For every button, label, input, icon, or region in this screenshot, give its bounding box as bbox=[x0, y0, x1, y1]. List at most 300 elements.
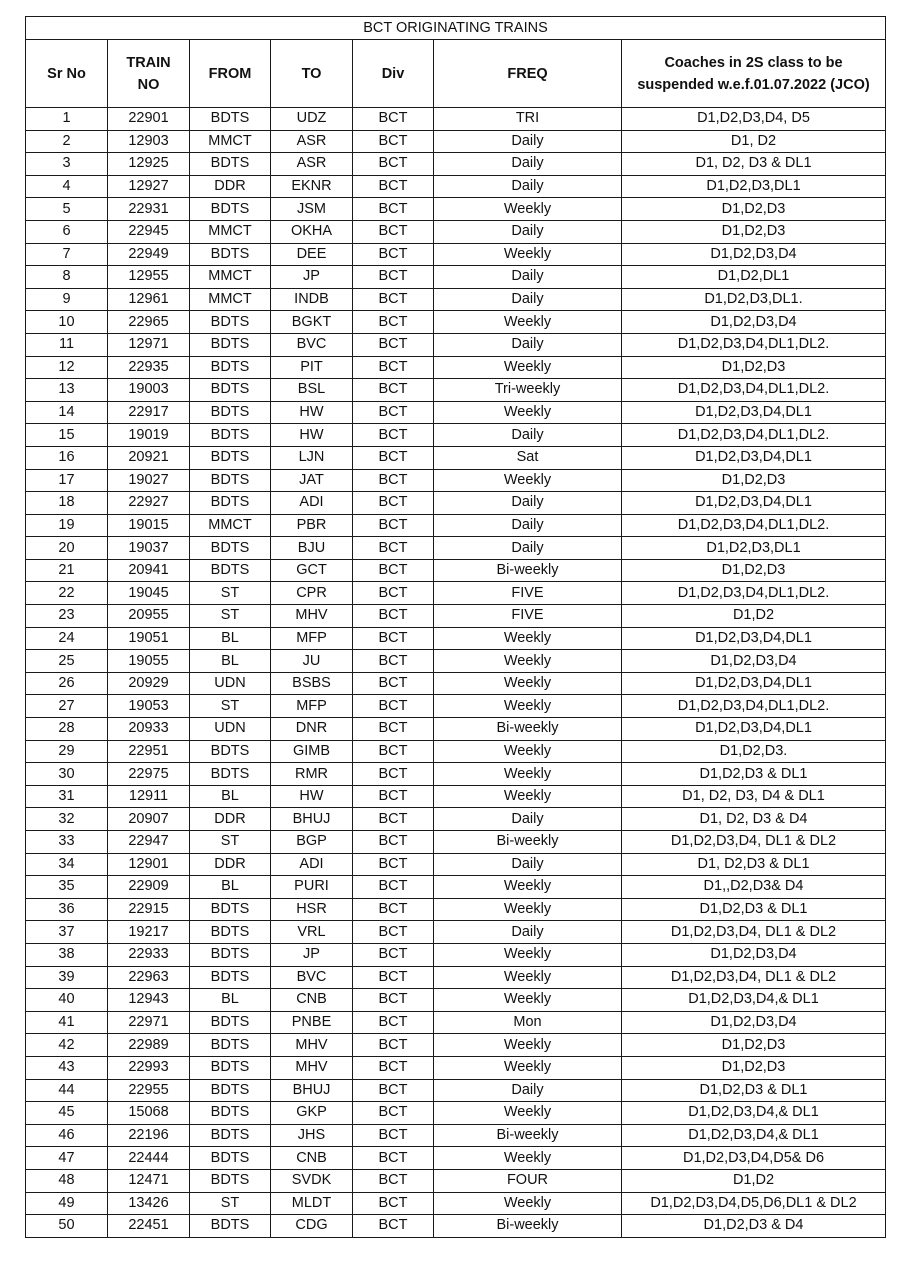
cell-to: SVDK bbox=[271, 1169, 353, 1192]
cell-from: ST bbox=[190, 582, 271, 605]
cell-div: BCT bbox=[353, 220, 434, 243]
table-row bbox=[26, 469, 886, 492]
cell-train-no: 13426 bbox=[108, 1192, 190, 1215]
cell-train-no: 12955 bbox=[108, 266, 190, 289]
cell-sr-no: 38 bbox=[26, 943, 108, 966]
cell-coaches: D1, D2, D3, D4 & DL1 bbox=[622, 785, 886, 808]
cell-freq: Daily bbox=[434, 220, 622, 243]
cell-freq: Bi-weekly bbox=[434, 559, 622, 582]
table-row bbox=[26, 288, 886, 311]
cell-coaches: D1,D2,D3 bbox=[622, 559, 886, 582]
table-row bbox=[26, 1215, 886, 1238]
cell-to: GIMB bbox=[271, 740, 353, 763]
cell-sr-no: 35 bbox=[26, 876, 108, 899]
cell-sr-no: 23 bbox=[26, 605, 108, 628]
cell-div: BCT bbox=[353, 582, 434, 605]
cell-div: BCT bbox=[353, 763, 434, 786]
cell-to: CPR bbox=[271, 582, 353, 605]
cell-coaches: D1,D2,D3,D4,DL1 bbox=[622, 627, 886, 650]
cell-to: CDG bbox=[271, 1215, 353, 1238]
cell-from: BDTS bbox=[190, 1215, 271, 1238]
cell-div: BCT bbox=[353, 469, 434, 492]
cell-freq: Weekly bbox=[434, 650, 622, 673]
cell-div: BCT bbox=[353, 356, 434, 379]
cell-div: BCT bbox=[353, 695, 434, 718]
table-row bbox=[26, 243, 886, 266]
cell-coaches: D1, D2, D3 & D4 bbox=[622, 808, 886, 831]
cell-train-no: 12901 bbox=[108, 853, 190, 876]
cell-sr-no: 40 bbox=[26, 989, 108, 1012]
table-row bbox=[26, 1011, 886, 1034]
cell-coaches: D1,D2,D3 bbox=[622, 469, 886, 492]
cell-train-no: 20907 bbox=[108, 808, 190, 831]
cell-freq: Mon bbox=[434, 1011, 622, 1034]
cell-train-no: 22931 bbox=[108, 198, 190, 221]
cell-to: JAT bbox=[271, 469, 353, 492]
cell-to: EKNR bbox=[271, 175, 353, 198]
table-header-row bbox=[26, 40, 886, 108]
cell-freq: Tri-weekly bbox=[434, 379, 622, 402]
cell-sr-no: 12 bbox=[26, 356, 108, 379]
cell-from: BL bbox=[190, 785, 271, 808]
cell-coaches: D1,D2,D3,D4 bbox=[622, 243, 886, 266]
cell-freq: Weekly bbox=[434, 785, 622, 808]
cell-from: DDR bbox=[190, 808, 271, 831]
cell-from: BDTS bbox=[190, 424, 271, 447]
cell-sr-no: 21 bbox=[26, 559, 108, 582]
cell-train-no: 22915 bbox=[108, 898, 190, 921]
cell-div: BCT bbox=[353, 605, 434, 628]
cell-sr-no: 2 bbox=[26, 130, 108, 153]
cell-to: RMR bbox=[271, 763, 353, 786]
cell-coaches: D1,D2,DL1 bbox=[622, 266, 886, 289]
header-coaches: Coaches in 2S class to be suspended w.e.f.01.07.2022 (JCO) bbox=[622, 40, 886, 108]
table-row bbox=[26, 333, 886, 356]
cell-from: BDTS bbox=[190, 1011, 271, 1034]
cell-freq: Weekly bbox=[434, 1147, 622, 1170]
table-row bbox=[26, 108, 886, 131]
cell-from: MMCT bbox=[190, 266, 271, 289]
cell-sr-no: 4 bbox=[26, 175, 108, 198]
cell-div: BCT bbox=[353, 1124, 434, 1147]
cell-train-no: 19217 bbox=[108, 921, 190, 944]
cell-coaches: D1,D2 bbox=[622, 1169, 886, 1192]
cell-div: BCT bbox=[353, 921, 434, 944]
cell-sr-no: 29 bbox=[26, 740, 108, 763]
table-row bbox=[26, 966, 886, 989]
cell-coaches: D1,D2,D3,D4, D5 bbox=[622, 108, 886, 131]
table-title-row bbox=[26, 17, 886, 40]
cell-to: JHS bbox=[271, 1124, 353, 1147]
cell-freq: Daily bbox=[434, 808, 622, 831]
cell-freq: Daily bbox=[434, 424, 622, 447]
cell-sr-no: 11 bbox=[26, 333, 108, 356]
cell-to: UDZ bbox=[271, 108, 353, 131]
cell-to: MFP bbox=[271, 627, 353, 650]
table-row bbox=[26, 311, 886, 334]
cell-sr-no: 5 bbox=[26, 198, 108, 221]
cell-from: BDTS bbox=[190, 1124, 271, 1147]
cell-train-no: 19055 bbox=[108, 650, 190, 673]
cell-to: GKP bbox=[271, 1102, 353, 1125]
table-row bbox=[26, 785, 886, 808]
cell-div: BCT bbox=[353, 537, 434, 560]
table-row bbox=[26, 672, 886, 695]
cell-sr-no: 1 bbox=[26, 108, 108, 131]
cell-coaches: D1,D2,D3,D4,DL1 bbox=[622, 672, 886, 695]
cell-coaches: D1,D2,D3 & DL1 bbox=[622, 898, 886, 921]
cell-coaches: D1,D2,D3,D4, DL1 & DL2 bbox=[622, 831, 886, 854]
cell-train-no: 22917 bbox=[108, 401, 190, 424]
cell-sr-no: 6 bbox=[26, 220, 108, 243]
cell-div: BCT bbox=[353, 672, 434, 695]
cell-sr-no: 47 bbox=[26, 1147, 108, 1170]
table-row bbox=[26, 446, 886, 469]
cell-div: BCT bbox=[353, 175, 434, 198]
cell-div: BCT bbox=[353, 424, 434, 447]
cell-to: ASR bbox=[271, 153, 353, 176]
table-row bbox=[26, 1034, 886, 1057]
cell-from: BDTS bbox=[190, 153, 271, 176]
cell-from: BDTS bbox=[190, 198, 271, 221]
cell-from: BDTS bbox=[190, 1034, 271, 1057]
cell-div: BCT bbox=[353, 311, 434, 334]
cell-div: BCT bbox=[353, 740, 434, 763]
cell-div: BCT bbox=[353, 108, 434, 131]
cell-from: BDTS bbox=[190, 401, 271, 424]
cell-from: BDTS bbox=[190, 1102, 271, 1125]
cell-train-no: 19003 bbox=[108, 379, 190, 402]
cell-sr-no: 19 bbox=[26, 514, 108, 537]
cell-sr-no: 10 bbox=[26, 311, 108, 334]
cell-div: BCT bbox=[353, 1079, 434, 1102]
cell-sr-no: 34 bbox=[26, 853, 108, 876]
cell-from: UDN bbox=[190, 718, 271, 741]
table-row bbox=[26, 718, 886, 741]
cell-train-no: 22993 bbox=[108, 1056, 190, 1079]
cell-to: MFP bbox=[271, 695, 353, 718]
cell-from: BDTS bbox=[190, 108, 271, 131]
cell-train-no: 15068 bbox=[108, 1102, 190, 1125]
cell-freq: Bi-weekly bbox=[434, 1215, 622, 1238]
cell-to: PNBE bbox=[271, 1011, 353, 1034]
cell-train-no: 19019 bbox=[108, 424, 190, 447]
cell-coaches: D1,D2,D3 bbox=[622, 1056, 886, 1079]
cell-sr-no: 14 bbox=[26, 401, 108, 424]
table-row bbox=[26, 198, 886, 221]
cell-coaches: D1,D2,D3 & DL1 bbox=[622, 1079, 886, 1102]
cell-from: BDTS bbox=[190, 356, 271, 379]
cell-to: MLDT bbox=[271, 1192, 353, 1215]
cell-to: VRL bbox=[271, 921, 353, 944]
cell-to: CNB bbox=[271, 1147, 353, 1170]
cell-from: BDTS bbox=[190, 1169, 271, 1192]
cell-from: MMCT bbox=[190, 288, 271, 311]
cell-coaches: D1,D2,D3,D4,DL1,DL2. bbox=[622, 379, 886, 402]
cell-coaches: D1,D2,D3,DL1 bbox=[622, 537, 886, 560]
cell-sr-no: 27 bbox=[26, 695, 108, 718]
table-row bbox=[26, 424, 886, 447]
cell-to: INDB bbox=[271, 288, 353, 311]
table-row bbox=[26, 492, 886, 515]
cell-from: BDTS bbox=[190, 1079, 271, 1102]
table-row bbox=[26, 695, 886, 718]
table-row bbox=[26, 876, 886, 899]
cell-train-no: 12471 bbox=[108, 1169, 190, 1192]
cell-div: BCT bbox=[353, 1215, 434, 1238]
cell-freq: Weekly bbox=[434, 627, 622, 650]
cell-freq: Weekly bbox=[434, 989, 622, 1012]
cell-div: BCT bbox=[353, 627, 434, 650]
table-row bbox=[26, 898, 886, 921]
cell-div: BCT bbox=[353, 1102, 434, 1125]
cell-from: BDTS bbox=[190, 537, 271, 560]
cell-to: DEE bbox=[271, 243, 353, 266]
table-row bbox=[26, 740, 886, 763]
cell-to: BGKT bbox=[271, 311, 353, 334]
table-row bbox=[26, 582, 886, 605]
cell-train-no: 20955 bbox=[108, 605, 190, 628]
cell-sr-no: 46 bbox=[26, 1124, 108, 1147]
cell-freq: Weekly bbox=[434, 1034, 622, 1057]
cell-to: JSM bbox=[271, 198, 353, 221]
cell-sr-no: 49 bbox=[26, 1192, 108, 1215]
cell-sr-no: 13 bbox=[26, 379, 108, 402]
cell-freq: Daily bbox=[434, 1079, 622, 1102]
cell-coaches: D1,D2,D3,D4,DL1,DL2. bbox=[622, 514, 886, 537]
cell-freq: Weekly bbox=[434, 876, 622, 899]
cell-sr-no: 39 bbox=[26, 966, 108, 989]
table-row bbox=[26, 808, 886, 831]
cell-train-no: 22971 bbox=[108, 1011, 190, 1034]
cell-from: BDTS bbox=[190, 943, 271, 966]
header-to: TO bbox=[271, 40, 353, 108]
cell-to: JP bbox=[271, 943, 353, 966]
cell-sr-no: 20 bbox=[26, 537, 108, 560]
cell-freq: Weekly bbox=[434, 401, 622, 424]
bct-originating-trains-table bbox=[25, 16, 886, 1238]
cell-from: BDTS bbox=[190, 492, 271, 515]
cell-coaches: D1,D2,D3,D4,DL1,DL2. bbox=[622, 695, 886, 718]
cell-sr-no: 3 bbox=[26, 153, 108, 176]
cell-coaches: D1,D2,D3 bbox=[622, 220, 886, 243]
cell-freq: Weekly bbox=[434, 966, 622, 989]
cell-from: BDTS bbox=[190, 559, 271, 582]
table-row bbox=[26, 943, 886, 966]
cell-from: BDTS bbox=[190, 243, 271, 266]
cell-sr-no: 17 bbox=[26, 469, 108, 492]
cell-train-no: 12943 bbox=[108, 989, 190, 1012]
cell-train-no: 22196 bbox=[108, 1124, 190, 1147]
table-row bbox=[26, 627, 886, 650]
table-row bbox=[26, 266, 886, 289]
cell-div: BCT bbox=[353, 1147, 434, 1170]
cell-freq: Weekly bbox=[434, 1102, 622, 1125]
cell-coaches: D1,D2,D3,D4,& DL1 bbox=[622, 1102, 886, 1125]
cell-div: BCT bbox=[353, 943, 434, 966]
cell-div: BCT bbox=[353, 718, 434, 741]
cell-sr-no: 48 bbox=[26, 1169, 108, 1192]
cell-freq: Daily bbox=[434, 514, 622, 537]
cell-from: BDTS bbox=[190, 898, 271, 921]
table-row bbox=[26, 1169, 886, 1192]
cell-to: PIT bbox=[271, 356, 353, 379]
cell-from: BDTS bbox=[190, 469, 271, 492]
cell-sr-no: 24 bbox=[26, 627, 108, 650]
cell-train-no: 19015 bbox=[108, 514, 190, 537]
cell-coaches: D1,D2,D3,D4,DL1,DL2. bbox=[622, 424, 886, 447]
table-row bbox=[26, 175, 886, 198]
cell-coaches: D1,D2,D3,D4 bbox=[622, 1011, 886, 1034]
cell-train-no: 20941 bbox=[108, 559, 190, 582]
cell-sr-no: 32 bbox=[26, 808, 108, 831]
table-row bbox=[26, 831, 886, 854]
cell-from: BDTS bbox=[190, 446, 271, 469]
cell-freq: Bi-weekly bbox=[434, 1124, 622, 1147]
cell-div: BCT bbox=[353, 288, 434, 311]
cell-to: BVC bbox=[271, 333, 353, 356]
cell-freq: Bi-weekly bbox=[434, 831, 622, 854]
cell-sr-no: 31 bbox=[26, 785, 108, 808]
cell-to: MHV bbox=[271, 1056, 353, 1079]
cell-to: ADI bbox=[271, 853, 353, 876]
cell-train-no: 22444 bbox=[108, 1147, 190, 1170]
cell-from: DDR bbox=[190, 853, 271, 876]
cell-train-no: 19037 bbox=[108, 537, 190, 560]
table-row bbox=[26, 605, 886, 628]
cell-to: PBR bbox=[271, 514, 353, 537]
cell-sr-no: 16 bbox=[26, 446, 108, 469]
cell-sr-no: 22 bbox=[26, 582, 108, 605]
cell-coaches: D1,D2 bbox=[622, 605, 886, 628]
cell-sr-no: 18 bbox=[26, 492, 108, 515]
cell-div: BCT bbox=[353, 492, 434, 515]
table-row bbox=[26, 537, 886, 560]
cell-freq: Sat bbox=[434, 446, 622, 469]
cell-to: OKHA bbox=[271, 220, 353, 243]
header-sr-no: Sr No bbox=[26, 40, 108, 108]
cell-to: PURI bbox=[271, 876, 353, 899]
table-row bbox=[26, 401, 886, 424]
cell-div: BCT bbox=[353, 831, 434, 854]
cell-train-no: 12911 bbox=[108, 785, 190, 808]
cell-to: MHV bbox=[271, 1034, 353, 1057]
cell-from: BL bbox=[190, 989, 271, 1012]
cell-coaches: D1, D2,D3 & DL1 bbox=[622, 853, 886, 876]
cell-freq: Daily bbox=[434, 853, 622, 876]
cell-train-no: 22989 bbox=[108, 1034, 190, 1057]
cell-to: ASR bbox=[271, 130, 353, 153]
cell-to: LJN bbox=[271, 446, 353, 469]
cell-div: BCT bbox=[353, 153, 434, 176]
cell-div: BCT bbox=[353, 514, 434, 537]
cell-to: CNB bbox=[271, 989, 353, 1012]
cell-sr-no: 36 bbox=[26, 898, 108, 921]
table-row bbox=[26, 1124, 886, 1147]
cell-train-no: 22975 bbox=[108, 763, 190, 786]
cell-sr-no: 42 bbox=[26, 1034, 108, 1057]
cell-sr-no: 41 bbox=[26, 1011, 108, 1034]
cell-train-no: 19051 bbox=[108, 627, 190, 650]
cell-div: BCT bbox=[353, 898, 434, 921]
cell-coaches: D1,D2,D3,D4,D5& D6 bbox=[622, 1147, 886, 1170]
cell-freq: Weekly bbox=[434, 198, 622, 221]
cell-coaches: D1,D2,D3,D4,DL1,DL2. bbox=[622, 582, 886, 605]
cell-coaches: D1,D2,D3,D4,DL1 bbox=[622, 492, 886, 515]
cell-to: BGP bbox=[271, 831, 353, 854]
table-row bbox=[26, 650, 886, 673]
cell-freq: Bi-weekly bbox=[434, 718, 622, 741]
cell-from: MMCT bbox=[190, 130, 271, 153]
cell-sr-no: 9 bbox=[26, 288, 108, 311]
cell-to: HW bbox=[271, 785, 353, 808]
cell-train-no: 22949 bbox=[108, 243, 190, 266]
cell-coaches: D1,D2,D3,DL1 bbox=[622, 175, 886, 198]
cell-sr-no: 7 bbox=[26, 243, 108, 266]
cell-to: BHUJ bbox=[271, 1079, 353, 1102]
cell-train-no: 20929 bbox=[108, 672, 190, 695]
table-row bbox=[26, 130, 886, 153]
cell-from: BDTS bbox=[190, 379, 271, 402]
cell-from: BL bbox=[190, 876, 271, 899]
cell-train-no: 22965 bbox=[108, 311, 190, 334]
cell-from: ST bbox=[190, 1192, 271, 1215]
cell-sr-no: 45 bbox=[26, 1102, 108, 1125]
table-row bbox=[26, 514, 886, 537]
cell-from: DDR bbox=[190, 175, 271, 198]
cell-train-no: 22935 bbox=[108, 356, 190, 379]
cell-freq: Weekly bbox=[434, 469, 622, 492]
cell-to: BJU bbox=[271, 537, 353, 560]
cell-sr-no: 43 bbox=[26, 1056, 108, 1079]
cell-sr-no: 33 bbox=[26, 831, 108, 854]
cell-train-no: 22951 bbox=[108, 740, 190, 763]
cell-div: BCT bbox=[353, 446, 434, 469]
cell-train-no: 22945 bbox=[108, 220, 190, 243]
cell-train-no: 22909 bbox=[108, 876, 190, 899]
cell-freq: Daily bbox=[434, 266, 622, 289]
cell-train-no: 22927 bbox=[108, 492, 190, 515]
cell-to: HW bbox=[271, 424, 353, 447]
cell-div: BCT bbox=[353, 266, 434, 289]
cell-from: BDTS bbox=[190, 740, 271, 763]
cell-train-no: 22451 bbox=[108, 1215, 190, 1238]
cell-to: JU bbox=[271, 650, 353, 673]
cell-sr-no: 25 bbox=[26, 650, 108, 673]
cell-to: GCT bbox=[271, 559, 353, 582]
cell-to: ADI bbox=[271, 492, 353, 515]
cell-freq: FIVE bbox=[434, 605, 622, 628]
cell-coaches: D1,D2,D3 & D4 bbox=[622, 1215, 886, 1238]
cell-div: BCT bbox=[353, 989, 434, 1012]
cell-div: BCT bbox=[353, 401, 434, 424]
cell-coaches: D1,D2,D3,D4,DL1 bbox=[622, 718, 886, 741]
cell-freq: Daily bbox=[434, 130, 622, 153]
cell-to: JP bbox=[271, 266, 353, 289]
cell-div: BCT bbox=[353, 559, 434, 582]
cell-div: BCT bbox=[353, 1169, 434, 1192]
cell-div: BCT bbox=[353, 1192, 434, 1215]
cell-coaches: D1,D2,D3,D4,D5,D6,DL1 & DL2 bbox=[622, 1192, 886, 1215]
cell-coaches: D1,D2,D3,D4 bbox=[622, 943, 886, 966]
cell-freq: Weekly bbox=[434, 1192, 622, 1215]
cell-coaches: D1,D2,D3,D4, DL1 & DL2 bbox=[622, 921, 886, 944]
cell-from: BDTS bbox=[190, 966, 271, 989]
cell-div: BCT bbox=[353, 379, 434, 402]
cell-coaches: D1, D2, D3 & DL1 bbox=[622, 153, 886, 176]
cell-from: ST bbox=[190, 605, 271, 628]
table-row bbox=[26, 1056, 886, 1079]
